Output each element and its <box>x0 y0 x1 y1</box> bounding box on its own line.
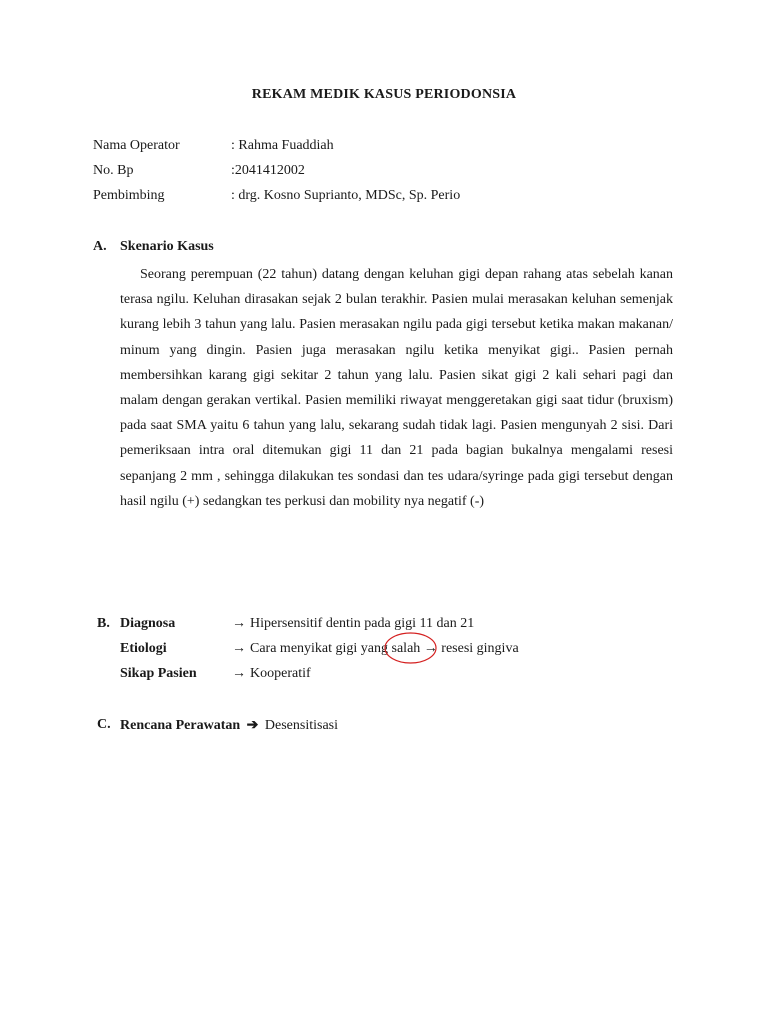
treatment-plan-value: Desensitisasi <box>264 718 338 733</box>
section-c-letter: C. <box>97 717 111 732</box>
info-row-bp <box>93 163 305 183</box>
arrow-right-icon: → <box>232 616 246 631</box>
info-row-pembimbing <box>93 188 460 208</box>
etiology-label: Etiologi <box>120 641 167 656</box>
info-value: : Rahma Fuaddiah <box>231 138 334 153</box>
section-a-letter: A. <box>93 239 107 254</box>
patient-attitude-row <box>120 666 311 686</box>
arrow-right-bold-icon: ➔ <box>246 718 259 733</box>
document-title: REKAM MEDIK KASUS PERIODONSIA <box>251 87 517 102</box>
diagnosis-label: Diagnosa <box>120 616 176 631</box>
arrow-right-icon: → <box>232 666 246 681</box>
scenario-paragraph: Seorang perempuan (22 tahun) datang dengan keluhan gigi depan rahang atas sebelah kanan terasa ngilu. Keluhan dirasakan sejak 2 bulan terakhir. Pasien mulai merasakan keluhan semenjak kurang lebih 3 tahun yang lalu. Pasien merasakan ngilu pada gigi tersebut ketika makan makanan/ minum yang dingin. Pasien juga merasakan ngilu ketika menyikat gigi.. Pasien pernah membersihkan karang gigi sekitar 2 tahun yang lalu. Pasien sikat gigi 2 kali sehari pagi dan malam dengan gerakan vertikal. Pasien memiliki riwayat menggeretakan gigi saat tidur (bruxism) pada saat SMA yaitu 6 tahun yang lalu, sekarang sudah tidak lagi. Pasien mengunyah 2 sisi. Dari pemeriksaan intra oral ditemukan gigi 11 dan 21 pada bagian bukalnya mengalami resesi sepanjang 2 mm , sehingga dilakukan tes sondasi dan tes udara/syringe pada gigi tersebut dengan hasil ngilu (+) sedangkan tes perkusi dan mobility nya negatif (-) <box>120 267 673 509</box>
info-row-operator <box>93 138 334 158</box>
section-b-letter: B. <box>97 616 110 631</box>
patient-attitude-label: Sikap Pasien <box>120 666 197 681</box>
arrow-right-icon: → <box>232 641 246 656</box>
info-label: Nama Operator <box>93 138 180 153</box>
info-label: No. Bp <box>93 163 134 178</box>
etiology-value: Cara menyikat gigi yang salah → resesi gingiva <box>250 641 519 656</box>
diagnosis-value: Hipersensitif dentin pada gigi 11 dan 21 <box>250 616 475 631</box>
etiology-row <box>120 641 519 661</box>
section-a-heading: Skenario Kasus <box>120 239 214 254</box>
treatment-plan-label: Rencana Perawatan <box>120 718 241 733</box>
info-label: Pembimbing <box>93 188 165 203</box>
diagnosis-row <box>120 616 474 636</box>
patient-attitude-value: Kooperatif <box>250 666 311 681</box>
treatment-plan-row <box>120 717 338 734</box>
info-value: :2041412002 <box>231 163 305 178</box>
info-value: : drg. Kosno Suprianto, MDSc, Sp. Perio <box>231 188 461 203</box>
